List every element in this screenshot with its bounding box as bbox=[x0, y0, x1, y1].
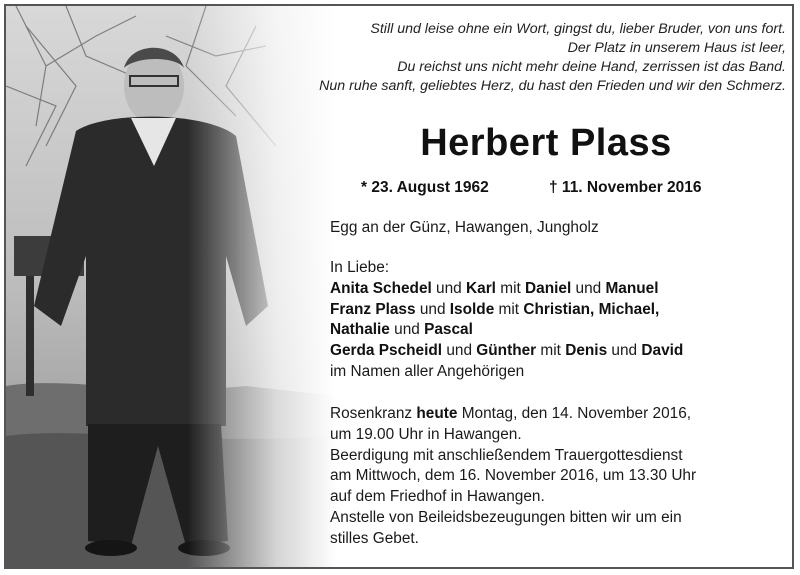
death-date: † 11. November 2016 bbox=[549, 179, 702, 196]
poem-line: Nun ruhe sanft, geliebtes Herz, du hast den Frieden und wir den Schmerz. bbox=[319, 78, 786, 94]
rosary-time: um 19.00 Uhr in Hawangen. bbox=[330, 425, 522, 443]
family-line: Nathalie und Pascal bbox=[330, 321, 473, 339]
deceased-name: Herbert Plass bbox=[420, 122, 672, 164]
burial-line: am Mittwoch, dem 16. November 2016, um 13.30 Uhr bbox=[330, 467, 697, 485]
service-info bbox=[330, 404, 770, 550]
family-line: Franz Plass und Isolde mit Christian, Michael, bbox=[330, 300, 660, 318]
birth-date: * 23. August 1962 bbox=[361, 179, 489, 196]
rosary-line: Rosenkranz heute Montag, den 14. November 2016, bbox=[330, 405, 692, 422]
poem bbox=[206, 20, 786, 96]
poem-line: Du reichst uns nicht mehr deine Hand, zerrissen ist das Band. bbox=[397, 59, 786, 75]
note-line: Anstelle von Beileidsbezeugungen bitten wir um ein bbox=[330, 508, 682, 526]
places: Egg an der Günz, Hawangen, Jungholz bbox=[330, 219, 599, 236]
note-line: stilles Gebet. bbox=[330, 529, 419, 547]
family-intro: In Liebe: bbox=[330, 259, 390, 276]
poem-line: Still und leise ohne ein Wort, gingst du, lieber Bruder, von uns fort. bbox=[370, 21, 786, 37]
burial-line: Beerdigung mit anschließendem Trauergottesdienst bbox=[330, 446, 683, 464]
family-closing: im Namen aller Angehörigen bbox=[330, 362, 525, 380]
obituary-notice bbox=[4, 4, 794, 569]
family-list bbox=[330, 258, 770, 383]
family-line: Anita Schedel und Karl mit Daniel und Manuel bbox=[330, 279, 659, 297]
poem-line: Der Platz in unserem Haus ist leer, bbox=[567, 40, 786, 56]
family-line: Gerda Pscheidl und Günther mit Denis und David bbox=[330, 342, 684, 360]
burial-line: auf dem Friedhof in Hawangen. bbox=[330, 488, 545, 506]
